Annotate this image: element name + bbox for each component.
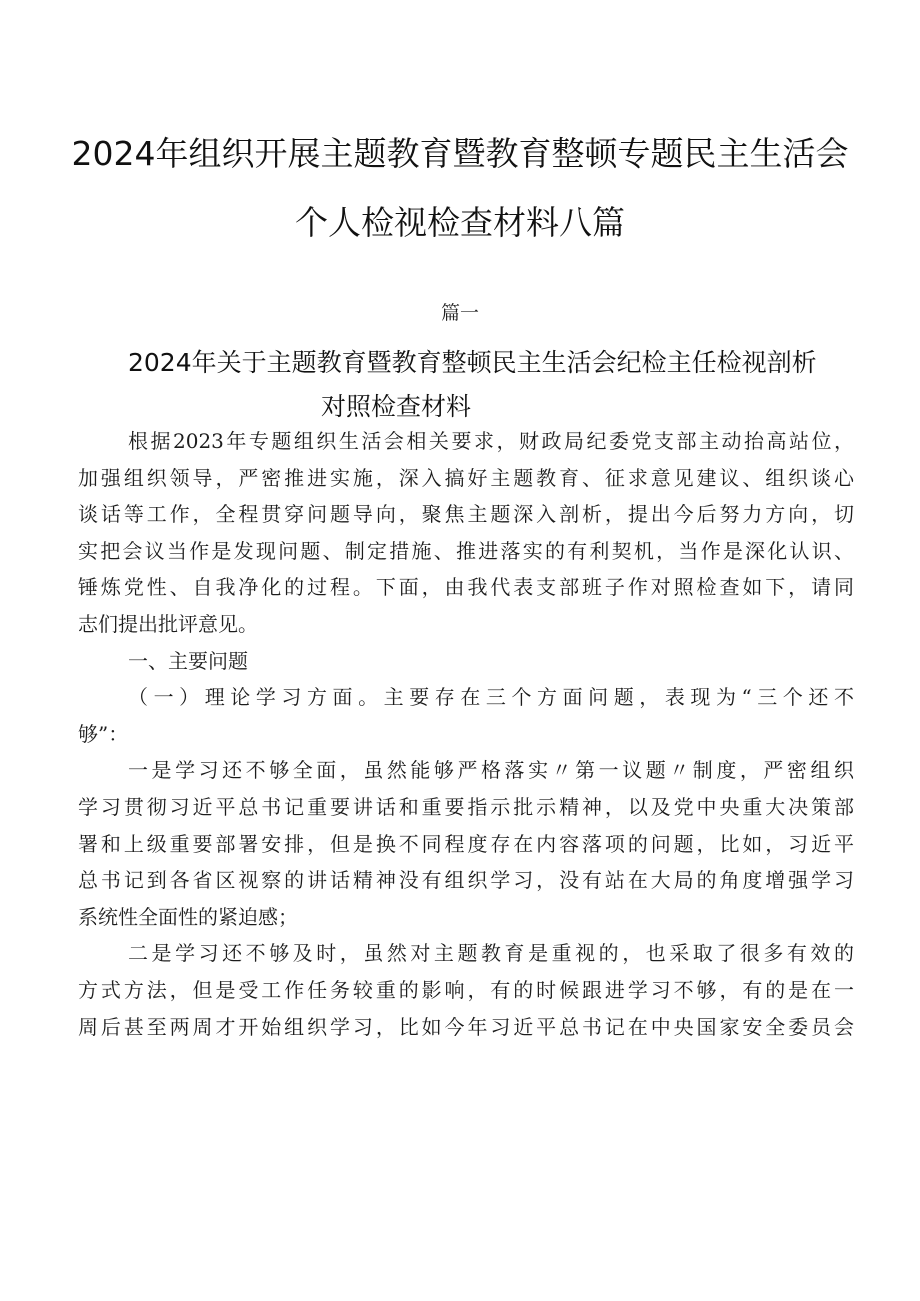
article-title-line-1: 2024年关于主题教育暨教育整顿民主生活会纪检主任检视剖析 (128, 348, 817, 377)
body-line: 方式方法，但是受工作任务较重的影响，有的时候跟进学习不够，有的是在一 (78, 977, 854, 1002)
body-line: 系统性全面性的紧迫感； (78, 904, 298, 929)
document-title-line-2: 个人检视检查材料八篇 (295, 203, 625, 242)
section-heading: 一、主要问题 (128, 648, 248, 673)
body-line: 周后甚至两周才开始组织学习，比如今年习近平总书记在中央国家安全委员会 (78, 1014, 854, 1039)
body-line: 一是学习还不够全面，虽然能够严格落实〃第一议题〃制度，严密组织 (128, 758, 854, 783)
body-line: 锤炼党性、自我净化的过程。下面，由我代表支部班子作对照检查如下，请同 (78, 575, 854, 600)
body-line: 署和上级重要部署安排，但是换不同程度存在内容落项的问题，比如，习近平 (78, 831, 854, 856)
body-line: 学习贯彻习近平总书记重要讲话和重要指示批示精神，以及党中央重大决策部 (78, 794, 854, 819)
body-line: 加强组织领导，严密推进实施，深入搞好主题教育、征求意见建议、组织谈心 (78, 465, 854, 490)
section-label: 篇一 (440, 302, 479, 324)
body-line: 谈话等工作，全程贯穿问题导向，聚焦主题深入剖析，提出今后努力方向，切 (78, 502, 854, 527)
body-line: 根据2023年专题组织生活会相关要求，财政局纪委党支部主动抬高站位， (128, 429, 854, 453)
body-line: 够”： (78, 721, 129, 746)
document-title-line-1: 2024年组织开展主题教育暨教育整顿专题民主生活会 (71, 134, 849, 173)
body-line: 总书记到各省区视察的讲话精神没有组织学习，没有站在大局的角度增强学习 (78, 868, 854, 893)
body-text (78, 423, 854, 1045)
article-title-line-2: 对照检查材料 (321, 392, 472, 421)
body-line: 二是学习还不够及时，虽然对主题教育是重视的，也采取了很多有效的 (128, 941, 854, 966)
subsection-heading: （一）理论学习方面。主要存在三个方面问题，表现为“三个还不 (128, 685, 854, 710)
body-line: 志们提出批评意见。 (78, 611, 258, 636)
body-line: 实把会议当作是发现问题、制定措施、推进落实的有利契机，当作是深化认识、 (78, 538, 854, 563)
